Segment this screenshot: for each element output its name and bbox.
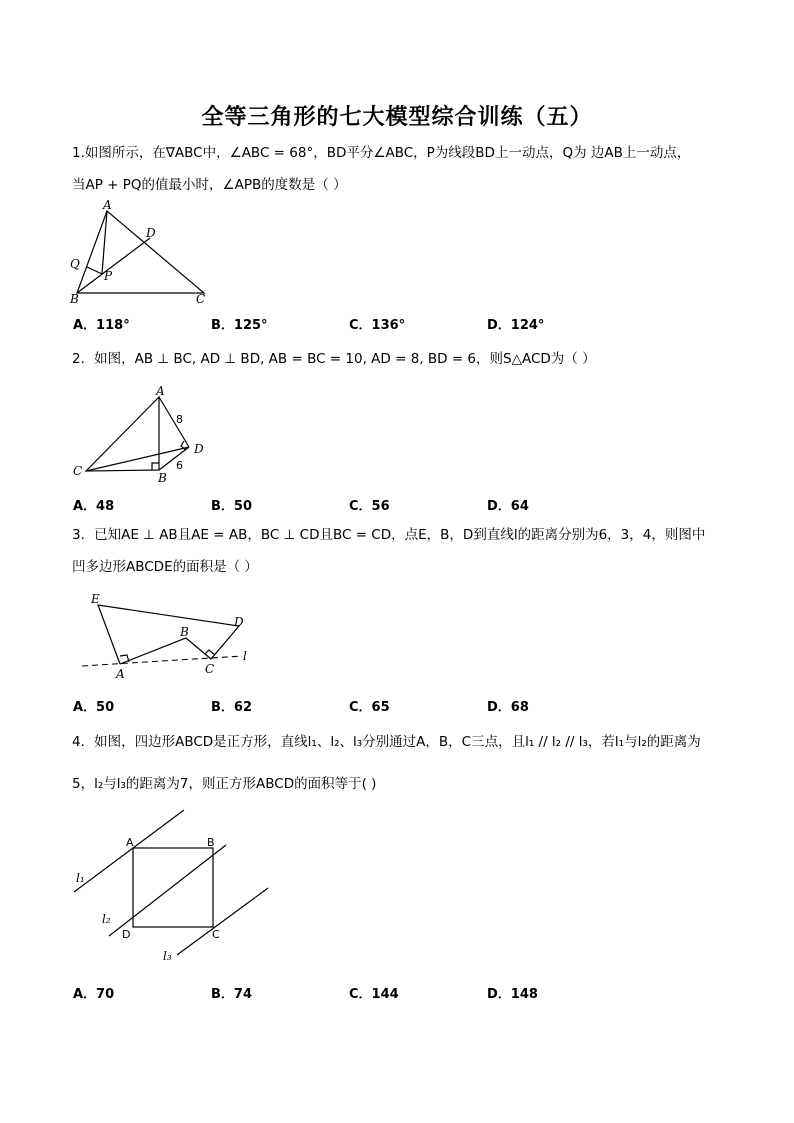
q3-figure: [76, 588, 266, 683]
q2-choice-b: B．50: [211, 499, 252, 514]
q4-label-b: B: [207, 836, 215, 849]
q4-choice-a: A．70: [73, 987, 115, 1002]
q2-label-a: A: [156, 384, 165, 398]
q1-bisector-bd: [77, 238, 150, 293]
q4-text-line2: 5，l₂与l₃的距离为7，则正方形ABCD的面积等于( ): [72, 776, 377, 792]
q3-choice-b: B．62: [211, 700, 252, 715]
q2-label-6: 6: [176, 459, 183, 472]
q1-choice-d: D．124°: [487, 318, 545, 333]
q4-text-line1: 4．如图，四边形ABCD是正方形，直线l₁、l₂、l₃分别通过A，B，C三点，且l₁ // l₂ // l₃，若l₁与l₂的距离为: [72, 734, 701, 750]
q4-square-abcd: [133, 848, 213, 927]
q2-label-b: B: [158, 471, 167, 485]
q1-choice-b: B．125°: [211, 318, 268, 333]
q4-choice-d: D．148: [487, 987, 538, 1002]
q3-choice-a: A．50: [73, 700, 115, 715]
q2-label-c: C: [73, 464, 83, 478]
q3-label-d: D: [234, 615, 244, 629]
q4-label-c: C: [212, 928, 220, 941]
q2-triangle-abc: [86, 397, 159, 471]
q1-text-line1: 1.如图所示，在∇ABC中，∠ABC = 68°，BD平分∠ABC，P为线段BD上一动点，Q为 边AB上一动点，: [72, 145, 691, 161]
q2-segment-ad: [159, 397, 189, 447]
q2-label-d: D: [194, 442, 204, 456]
q2-label-8: 8: [176, 413, 183, 426]
q4-choice-c: C．144: [349, 987, 399, 1002]
q1-label-q: Q: [70, 257, 80, 271]
q3-label-l: l: [243, 649, 247, 663]
q1-label-c: C: [196, 292, 206, 306]
q4-choice-b: B．74: [211, 987, 252, 1002]
q3-label-b: B: [180, 625, 189, 639]
q1-label-p: P: [104, 269, 113, 283]
q4-label-l2: l₂: [102, 912, 111, 926]
q1-figure: [66, 200, 216, 305]
q2-text-line1: 2．如图，AB ⊥ BC, AD ⊥ BD, AB = BC = 10, AD = 8, BD = 6，则S△ACD为（ ）: [72, 351, 596, 367]
q1-segment-pq: [87, 267, 102, 274]
q4-line-l3: [177, 888, 268, 955]
q1-label-d: D: [146, 226, 156, 240]
q2-right-angle-b: [152, 463, 159, 470]
q4-label-l3: l₃: [163, 949, 172, 963]
q2-choice-c: C．56: [349, 499, 390, 514]
page-title: 全等三角形的七大模型综合训练（五）: [201, 105, 593, 130]
q1-label-a: A: [103, 198, 112, 212]
q4-line-l2: [109, 845, 226, 936]
q2-figure: [66, 383, 216, 483]
q3-text-line2: 凹多边形ABCDE的面积是（ ）: [72, 559, 258, 575]
q1-segment-ap: [102, 211, 107, 274]
q1-choice-c: C．136°: [349, 318, 406, 333]
q3-right-angle-c: [205, 650, 215, 655]
q1-label-b: B: [70, 292, 79, 306]
q1-choice-a: A．118°: [73, 318, 130, 333]
q3-choice-d: D．68: [487, 700, 529, 715]
q3-label-a: A: [116, 667, 125, 681]
q2-choice-a: A．48: [73, 499, 115, 514]
q3-text-line1: 3．已知AE ⊥ AB且AE = AB，BC ⊥ CD且BC = CD，点E，B，D到直线l的距离分别为6，3，4，则图中: [72, 527, 706, 543]
q3-label-e: E: [91, 592, 100, 606]
q3-choice-c: C．65: [349, 700, 390, 715]
q4-label-l1: l₁: [76, 871, 85, 885]
q4-line-l1: [74, 810, 184, 892]
q3-polygon-abcde: [98, 605, 239, 664]
q2-choice-d: D．64: [487, 499, 529, 514]
q1-triangle-abc: [77, 211, 204, 293]
q1-text-line2: 当AP + PQ的值最小时，∠APB的度数是（ ）: [72, 177, 347, 193]
q4-label-a: A: [126, 836, 134, 849]
q4-label-d: D: [122, 928, 131, 941]
q4-figure: [66, 800, 276, 970]
q3-line-l: [82, 656, 242, 666]
q3-label-c: C: [205, 662, 215, 676]
